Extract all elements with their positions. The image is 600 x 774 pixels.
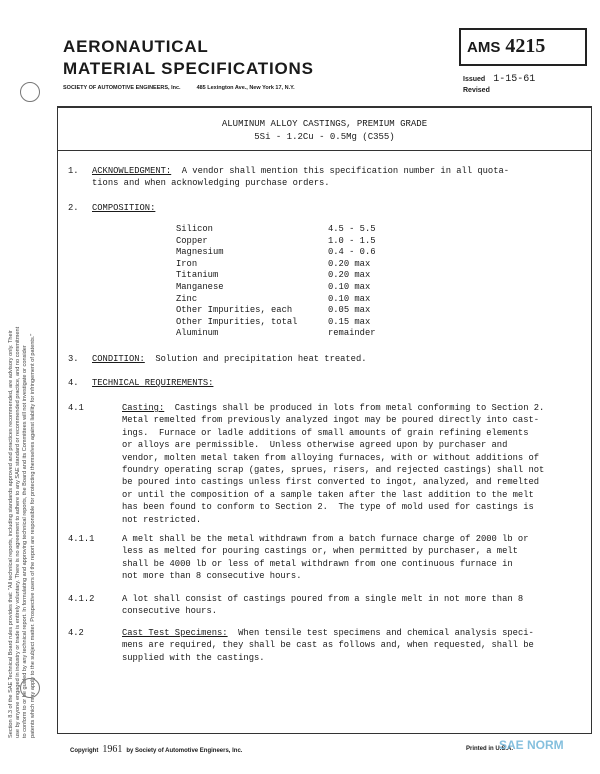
section-4-1-1-number: 4.1.1 — [68, 534, 95, 544]
section-4-1-body — [122, 402, 544, 526]
element-value: 0.4 - 0.6 — [328, 247, 376, 258]
society-name: SOCIETY OF AUTOMOTIVE ENGINEERS, Inc. — [63, 85, 181, 91]
section-4-1-1-body — [122, 533, 528, 583]
element-value: 0.10 max — [328, 281, 371, 292]
org-title-line1: AERONAUTICAL — [63, 37, 209, 56]
composition-row — [176, 282, 376, 294]
section-4-2-line: supplied with the castings. — [122, 652, 265, 663]
element-value: 0.20 max — [328, 258, 371, 269]
composition-table — [176, 224, 376, 340]
section-4-1-2-body — [122, 593, 523, 618]
element-value: 4.5 - 5.5 — [328, 224, 376, 234]
society-address: 485 Lexington Ave., New York 17, N.Y. — [196, 85, 295, 91]
element-name: Zinc — [176, 293, 198, 304]
section-4-1-line: vendor, molten metal taken from alloying furnaces, with or without additions of — [122, 452, 540, 463]
section-4-1-1-line: not more than 8 consecutive hours. — [122, 571, 302, 582]
section-4-heading: TECHNICAL REQUIREMENTS: — [92, 378, 214, 388]
composition-row — [176, 305, 376, 317]
printed-in: Printed in U.S.A. — [466, 746, 514, 752]
section-3-body — [92, 353, 367, 365]
section-4-1-heading: Casting: — [122, 403, 165, 413]
element-value: 0.10 max — [328, 293, 371, 304]
element-name: Other Impurities, total — [176, 316, 298, 327]
section-4-2-heading: Cast Test Specimens: — [122, 628, 228, 638]
notice-line: Section 8.3 of the SAE Technical Board rules provides that: "All technical reports, including standards approved and practices recommended, are advisory only. Their — [8, 330, 14, 738]
org-title — [63, 36, 314, 80]
section-4-2-number: 4.2 — [68, 628, 84, 638]
section-4-1-line: Metal remelted from previously analyzed ingot may be poured directly into cast- — [122, 415, 540, 426]
ams-prefix: AMS — [467, 39, 501, 56]
element-value: 1.0 - 1.5 — [328, 235, 376, 246]
section-1-heading: ACKNOWLEDGMENT: — [92, 166, 172, 176]
section-4-1-line1: Castings shall be produced in lots from metal conforming to Section 2. — [174, 403, 545, 413]
section-1-number: 1. — [68, 166, 79, 176]
copyright-year: 1961 — [102, 744, 123, 755]
section-4-1-line: not restricted. — [122, 514, 202, 525]
element-name: Titanium — [176, 270, 219, 281]
section-1 — [68, 165, 79, 177]
composition-row — [176, 236, 376, 248]
element-value: 0.15 max — [328, 316, 371, 327]
title-divider — [57, 150, 592, 151]
section-1-body — [92, 165, 509, 190]
section-4-2-line: mens are required, they shall be cast as follows and, when requested, shall be — [122, 640, 534, 651]
issued-date: 1-15-61 — [493, 74, 536, 85]
element-value: 0.20 max — [328, 270, 371, 281]
copyright-footer — [70, 744, 242, 755]
section-2-number: 2. — [68, 203, 79, 213]
section-4-2-body — [122, 627, 534, 664]
section-4-1-line: foundry operating scrap (gates, sprues, risers, and rejected castings) shall not — [122, 465, 545, 476]
section-4-1-1-line: shall be 4000 lb or less of metal withdrawn from one continuous furnace in — [122, 558, 513, 569]
section-4-1-number: 4.1 — [68, 403, 84, 413]
section-4-1-2-number: 4.1.2 — [68, 594, 95, 604]
notice-line: patents which may apply to the subject matter. Prospective users of the report are responsible for protecting themselves against liability for infringement of patents." — [29, 333, 36, 738]
issue-info — [463, 74, 535, 96]
composition-row — [176, 247, 376, 259]
section-4-2-line1: When tensile test specimens and chemical analysis speci- — [238, 628, 534, 638]
section-3-heading: CONDITION: — [92, 354, 145, 364]
composition-row — [176, 270, 376, 282]
composition-row — [176, 259, 376, 271]
copyright-label: Copyright — [70, 748, 99, 754]
element-name: Copper — [176, 235, 208, 246]
section-4-1-line: ings. Furnace or ladle additions of small amounts of grain refining elements — [122, 427, 529, 438]
binder-hole — [20, 678, 40, 698]
element-name: Manganese — [176, 281, 224, 292]
document-header — [57, 28, 589, 110]
org-title-line2: MATERIAL SPECIFICATIONS — [63, 59, 314, 78]
ams-number-box — [459, 28, 587, 66]
element-name: Silicon — [176, 224, 213, 234]
sae-legal-notice — [8, 98, 37, 738]
section-2-heading: COMPOSITION: — [92, 203, 156, 213]
watermark-logo: SAE NORM — [499, 738, 564, 752]
section-3-number: 3. — [68, 354, 79, 364]
spec-title-line1: ALUMINUM ALLOY CASTINGS, PREMIUM GRADE — [221, 119, 428, 129]
issued-label: Issued — [463, 76, 486, 83]
element-value: remainder — [328, 328, 376, 339]
element-name: Aluminum — [176, 328, 219, 339]
element-name: Magnesium — [176, 247, 224, 258]
notice-line: to conform to or be guided by any technical report. In formulating and approving technical reports, the Board and its Committees will not investigate or consider — [22, 345, 29, 738]
composition-row — [176, 317, 376, 329]
element-value: 0.05 max — [328, 305, 371, 316]
section-4-1-line: or until the composition of a sample taken after the last addition to the melt — [122, 489, 534, 500]
section-3-text: Solution and precipitation heat treated. — [155, 354, 367, 364]
composition-row — [176, 328, 376, 340]
ams-number-value: 4215 — [505, 35, 546, 57]
section-4-1-line: be poured into castings unless first converted to ingot, analyzed, and remelted — [122, 477, 540, 488]
spec-title-line2: 5Si - 1.2Cu - 0.5Mg (C355) — [254, 132, 395, 142]
composition-row — [176, 224, 376, 236]
binder-hole — [20, 82, 40, 102]
section-4-1-line: or alloys are permissible. Unless otherwise agreed upon by purchaser and — [122, 440, 508, 451]
spec-title — [57, 118, 592, 144]
section-4-1-1-line: less as melted for pouring castings or, when permitted by purchaser, a melt — [122, 546, 518, 557]
section-4-1-2-line: consecutive hours. — [122, 606, 218, 617]
ams-number — [467, 35, 545, 58]
section-4-number: 4. — [68, 378, 79, 388]
section-4-1-1-line: A melt shall be the metal withdrawn from a batch furnace charge of 2000 lb or — [122, 534, 529, 544]
section-4-1-2-line: A lot shall consist of castings poured from a single melt in not more than 8 — [122, 594, 524, 604]
composition-row — [176, 294, 376, 306]
section-1-line1: A vendor shall mention this specification number in all quota- — [181, 166, 510, 176]
element-name: Other Impurities, each — [176, 305, 293, 316]
section-1-line2: tions and when acknowledging purchase orders. — [92, 178, 330, 189]
element-name: Iron — [176, 258, 198, 269]
revised-label: Revised — [463, 87, 490, 94]
notice-line: use by anyone engaged in industry or trade is entirely voluntary. There is no agreement to adhere to any SAE standard or recommended practice, and no commitment — [15, 326, 22, 738]
copyright-owner: by Society of Automotive Engineers, Inc. — [126, 748, 243, 754]
section-4-1-line: has been found to conform to Section 2. The type of mold used for castings is — [122, 502, 534, 513]
society-line — [63, 85, 295, 91]
